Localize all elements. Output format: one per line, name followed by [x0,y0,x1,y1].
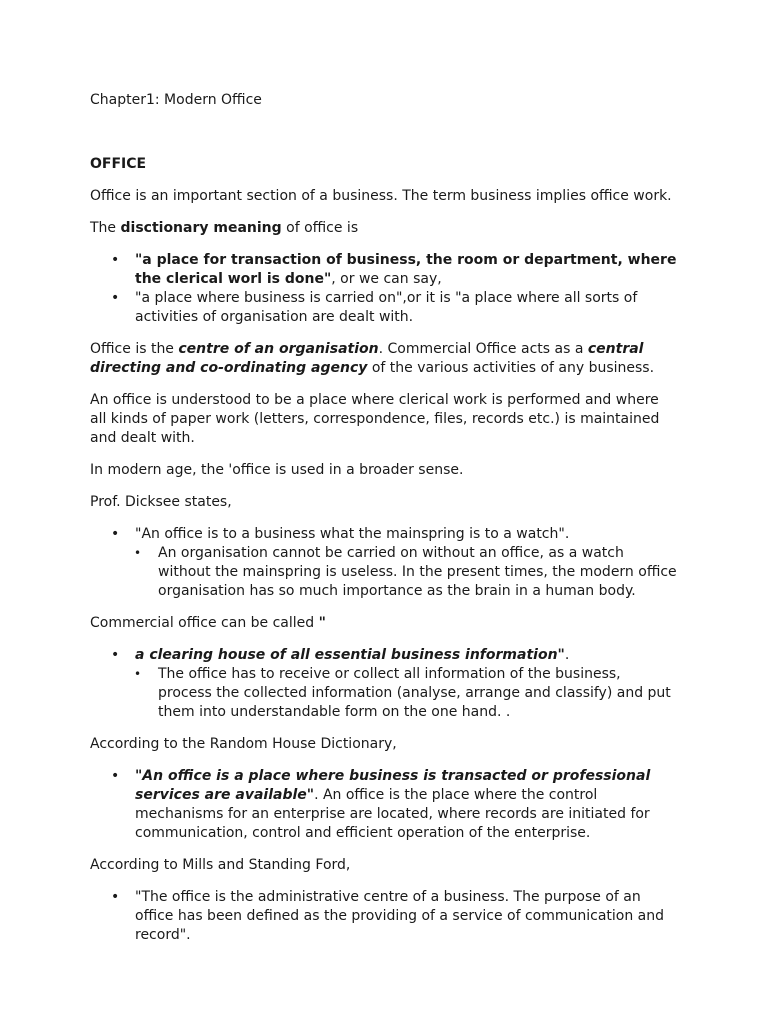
list-item [90,888,678,945]
chapter-title: Chapter1: Modern Office [90,92,262,108]
paragraph-clerical-work: An office is understood to be a place where clerical work is performed and where all kinds of paper work (letters, correspondence, files, records etc.) is maintained and dealt with. [90,392,660,446]
bullet-icon: • [111,647,120,663]
bullet-icon: • [111,768,120,784]
section-heading: OFFICE [90,156,147,172]
text-segment: An organisation cannot be carried on without an office, as a watch without the mainspring is useless. In the present times, the modern office organisation has so much importance as the brain in a human body. [158,545,677,599]
paragraph-mills-standing-ford: According to Mills and Standing Ford, [90,857,351,873]
bullet-icon: • [111,889,120,905]
paragraph-office-intro: Office is an important section of a business. The term business implies office work. [90,188,672,204]
list-item [90,525,678,544]
text-segment: of office is [281,220,359,236]
bold-text: disctionary meaning [120,220,282,236]
list-item [90,289,678,327]
text-segment: "a place where business is carried on",or it is "a place where all sorts of activities of organisation are dealt with. [135,290,638,325]
text-segment: Commercial office can be called [90,615,319,631]
text-segment: "The office is the administrative centre of a business. The purpose of an office has been defined as the providing of a service of communication and record". [135,889,665,943]
bullet-list-mills [90,888,678,945]
bullet-icon: • [111,252,120,268]
bullet-icon: • [134,546,142,560]
text-segment: . [564,647,570,663]
bullet-list-random-house [90,767,678,843]
bullet-icon: • [111,290,120,306]
bold-text: " [557,647,565,663]
paragraph-commercial-office [90,614,678,633]
text-segment: Office is the [90,341,179,357]
bold-italic-text: "An office is a place where business is transacted or professional services are available" [135,768,651,803]
text-segment: , or we can say, [331,271,442,287]
bold-italic-text: a clearing house of all essential business information [135,647,558,663]
paragraph-centre-of-organisation [90,340,678,378]
text-segment: of the various activities of any business. [367,360,655,376]
bold-italic-text: central directing and co-ordinating agency [90,341,644,376]
paragraph-dictionary-meaning [90,219,678,238]
text-segment: . An office is the place where the control mechanisms for an enterprise are located, where records are initiated for communication, control and efficient operation of the enterprise. [135,787,650,841]
sub-list-item [90,665,678,722]
list-item [90,646,678,665]
paragraph-modern-age: In modern age, the 'office is used in a broader sense. [90,462,464,478]
text-segment: . Commercial Office acts as a [378,341,588,357]
bold-italic-text: centre of an organisation [178,341,379,357]
bullet-list-clearing-house [90,646,678,722]
bold-text: "a place for transaction of business, the room or department, where the clerical worl is done" [135,252,677,287]
bullet-list-dicksee [90,525,678,601]
text-segment: The [90,220,121,236]
paragraph-random-house: According to the Random House Dictionary, [90,736,397,752]
text-segment: "An office is to a business what the mainspring is to a watch". [135,526,570,542]
paragraph-dicksee: Prof. Dicksee states, [90,494,232,510]
bullet-icon: • [111,526,120,542]
sub-list-item [90,544,678,601]
bullet-icon: • [134,667,142,681]
text-segment: The office has to receive or collect all information of the business, process the collected information (analyse, arrange and classify) and put them into understandable form on the one hand. . [158,666,671,720]
list-item [90,251,678,289]
list-item [90,767,678,843]
bullet-list-definitions [90,251,678,327]
bold-text: " [318,615,326,631]
